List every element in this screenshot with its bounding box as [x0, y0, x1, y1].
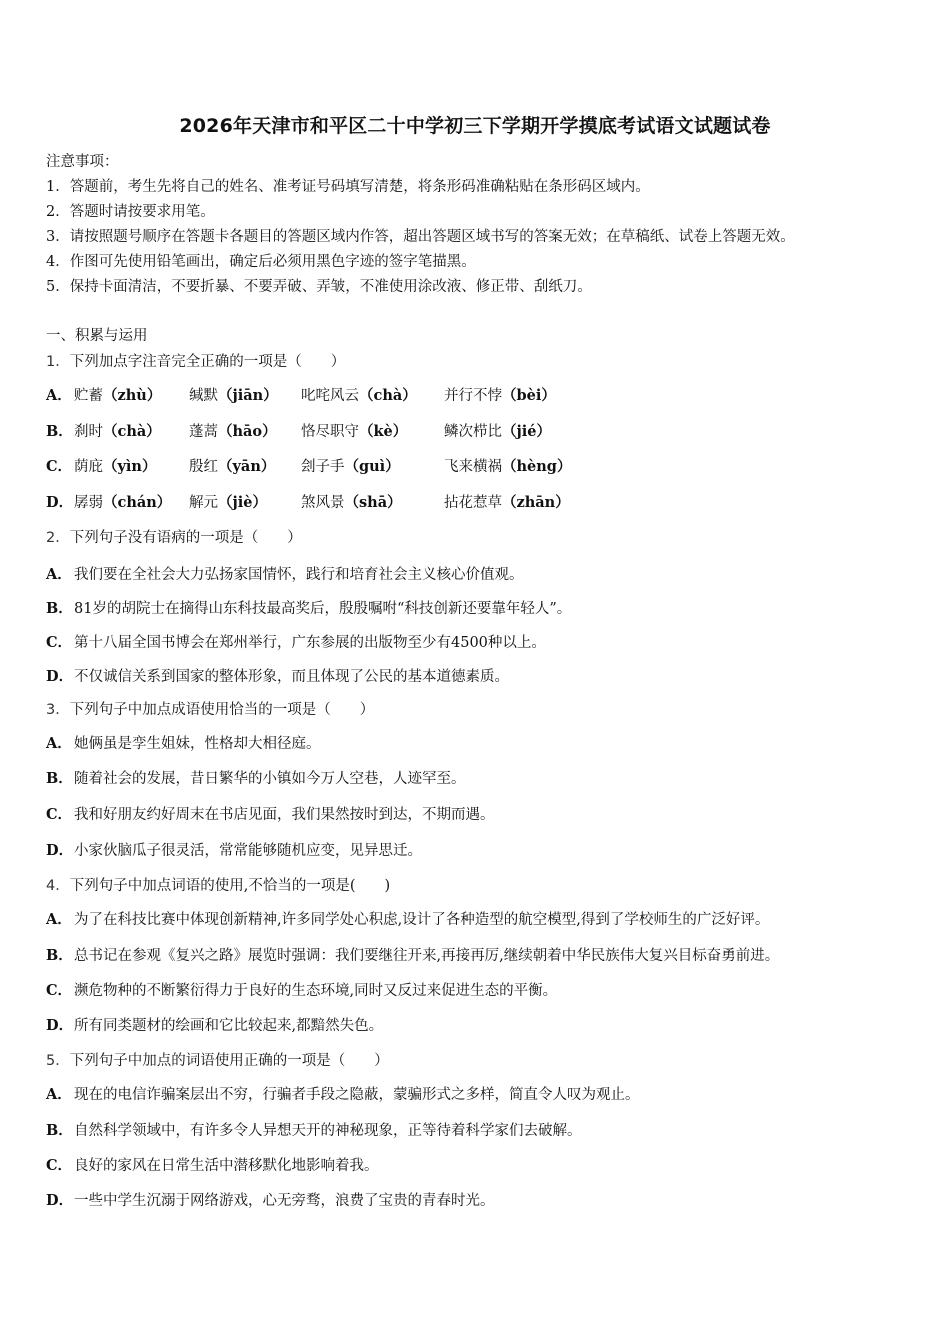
- option-cell: [444, 420, 551, 441]
- option-text: 小家伙脑瓜子很灵活，常常能够随机应变，见异思迁。: [74, 843, 422, 859]
- option-cell: [444, 491, 570, 512]
- option-cell: [301, 491, 444, 512]
- option-text: 随着社会的发展，昔日繁华的小镇如今万人空巷，人迹罕至。: [74, 771, 466, 787]
- option-cell: [444, 455, 571, 476]
- question-2-option-a: [46, 563, 524, 584]
- option-word: 缄默: [189, 388, 218, 404]
- option-label: D．: [46, 842, 74, 859]
- question-text: 下列句子中加点词语的使用,不恰当的一项是( ): [69, 878, 391, 894]
- option-label: A．: [46, 566, 72, 583]
- question-5-option-b: [46, 1119, 582, 1140]
- option-text: 为了在科技比赛中体现创新精神,许多同学处心积虑,设计了各种造型的航空模型,得到了学校师生的广泛好评。: [74, 912, 770, 928]
- question-2-option-d: [46, 665, 509, 686]
- option-label: B．: [46, 770, 73, 787]
- option-pinyin: （jiè）: [218, 494, 267, 511]
- question-2-option-c: [46, 631, 546, 652]
- option-word: 荫庇: [74, 459, 103, 475]
- option-text: 我和好朋友约好周末在书店见面，我们果然按时到达，不期而遇。: [74, 807, 495, 823]
- notice-item: 5．保持卡面清洁，不要折暴、不要弄破、弄皱，不准使用涂改液、修正带、刮纸刀。: [46, 279, 592, 295]
- option-pinyin: （hèng）: [502, 458, 572, 475]
- option-word: 贮蓄: [74, 388, 103, 404]
- option-pinyin: （jié）: [502, 423, 551, 440]
- question-text: 下列句子没有语病的一项是（ ）: [69, 530, 302, 546]
- option-word: 殷红: [189, 459, 218, 475]
- question-4-option-b: [46, 944, 779, 965]
- question-4-option-c: [46, 979, 557, 1000]
- page-title: 2026年天津市和平区二十中学初三下学期开学摸底考试语文试题试卷: [179, 115, 771, 137]
- question-4-stem: [46, 874, 390, 895]
- notice-item: 4．作图可先使用铅笔画出，确定后必须用黑色字迹的签字笔描黑。: [46, 254, 476, 270]
- option-pinyin: （hāo）: [218, 423, 277, 440]
- option-label: B．: [46, 423, 73, 440]
- option-pinyin: （zhān）: [502, 494, 570, 511]
- option-word: 刽子手: [301, 459, 345, 475]
- notice-block: [46, 150, 926, 300]
- option-word: 飞来横祸: [444, 459, 502, 475]
- option-word: 鳞次栉比: [444, 424, 502, 440]
- option-text: 她俩虽是孪生姐妹，性格却大相径庭。: [74, 736, 321, 752]
- question-3-option-c: [46, 803, 495, 824]
- option-text: 所有同类题材的绘画和它比较起来,都黯然失色。: [74, 1018, 384, 1034]
- question-text: 下列句子中加点成语使用恰当的一项是（ ）: [69, 702, 375, 718]
- question-3-option-d: [46, 839, 422, 860]
- option-text: 不仅诚信关系到国家的整体形象，而且体现了公民的基本道德素质。: [74, 669, 509, 685]
- question-number: 3．: [46, 702, 70, 718]
- option-label: A．: [46, 1086, 72, 1103]
- option-cell: [74, 455, 189, 476]
- notice-item: 2．答题时请按要求用笔。: [46, 204, 215, 220]
- option-cell: [189, 384, 301, 405]
- option-text: 第十八届全国书博会在郑州举行，广东参展的出版物至少有4500种以上。: [74, 635, 546, 651]
- question-number: 5．: [46, 1053, 70, 1069]
- option-cell: [189, 491, 301, 512]
- option-cell: [189, 420, 301, 441]
- question-number: 4．: [46, 878, 70, 894]
- question-4-option-a: [46, 908, 769, 929]
- option-word: 解元: [189, 495, 218, 511]
- option-word: 拈花惹草: [444, 495, 502, 511]
- option-cell: [189, 455, 301, 476]
- question-4-option-d: [46, 1014, 383, 1035]
- option-pinyin: （bèi）: [502, 387, 556, 404]
- option-cell: [444, 384, 556, 405]
- option-label: A．: [46, 735, 72, 752]
- option-cell: [74, 384, 189, 405]
- option-label: B．: [46, 947, 73, 964]
- option-pinyin: （yān）: [218, 458, 276, 475]
- option-pinyin: （chà）: [103, 423, 161, 440]
- option-label: A．: [46, 911, 72, 928]
- option-cell: [301, 420, 444, 441]
- option-cell: [301, 384, 444, 405]
- question-number: 2．: [46, 530, 70, 546]
- question-5-stem: [46, 1049, 389, 1070]
- question-number: 1．: [46, 354, 70, 370]
- option-text: 良好的家风在日常生活中潜移默化地影响着我。: [74, 1158, 379, 1174]
- option-label: B．: [46, 1122, 73, 1139]
- option-word: 蓬蒿: [189, 424, 218, 440]
- option-word: 恪尽职守: [301, 424, 359, 440]
- question-text: 下列句子中加点的词语使用正确的一项是（ ）: [69, 1053, 389, 1069]
- option-label: B．: [46, 600, 73, 617]
- option-text: 81岁的胡院士在摘得山东科技最高奖后，殷殷嘱咐“科技创新还要靠年轻人”。: [74, 601, 572, 617]
- option-text: 一些中学生沉溺于网络游戏，心无旁骛，浪费了宝贵的青春时光。: [74, 1193, 495, 1209]
- option-cell: [301, 455, 444, 476]
- question-1-option-b: [46, 420, 551, 441]
- option-pinyin: （zhù）: [103, 387, 162, 404]
- option-label: C．: [46, 1157, 73, 1174]
- option-word: 叱咤风云: [301, 388, 359, 404]
- option-word: 刹时: [74, 424, 103, 440]
- option-pinyin: （guì）: [344, 458, 400, 475]
- question-1-option-d: [46, 491, 570, 512]
- section-heading: 一、积累与运用: [46, 328, 148, 344]
- question-text: 下列加点字注音完全正确的一项是（ ）: [69, 354, 346, 370]
- question-1-option-c: [46, 455, 571, 476]
- option-text: 濒危物种的不断繁衍得力于良好的生态环境,同时又反过来促进生态的平衡。: [74, 983, 558, 999]
- notice-item: 3．请按照题号顺序在答题卡各题目的答题区域内作答，超出答题区域书写的答案无效；在草稿纸、试卷上答题无效。: [46, 229, 795, 245]
- option-text: 自然科学领域中，有许多令人异想天开的神秘现象，正等待着科学家们去破解。: [74, 1123, 582, 1139]
- option-pinyin: （shā）: [344, 494, 402, 511]
- notice-item: 1．答题前，考生先将自己的姓名、准考证号码填写清楚，将条形码准确粘贴在条形码区域内。: [46, 179, 650, 195]
- option-label: D．: [46, 494, 74, 511]
- question-3-option-b: [46, 767, 466, 788]
- option-label: C．: [46, 634, 73, 651]
- notice-heading: 注意事项：: [46, 154, 119, 170]
- option-label: D．: [46, 1192, 74, 1209]
- option-cell: [74, 491, 189, 512]
- option-text: 我们要在全社会大力弘扬家国情怀，践行和培育社会主义核心价值观。: [74, 567, 524, 583]
- option-label: A．: [46, 387, 72, 404]
- question-3-option-a: [46, 732, 321, 753]
- question-3-stem: [46, 698, 374, 719]
- option-label: C．: [46, 458, 73, 475]
- question-5-option-d: [46, 1189, 495, 1210]
- option-label: C．: [46, 982, 73, 999]
- option-label: D．: [46, 1017, 74, 1034]
- option-word: 并行不悖: [444, 388, 502, 404]
- question-1-stem: [46, 350, 345, 371]
- option-pinyin: （jiān）: [218, 387, 278, 404]
- question-5-option-c: [46, 1154, 379, 1175]
- option-cell: [74, 420, 189, 441]
- option-pinyin: （chán）: [103, 494, 172, 511]
- option-text: 现在的电信诈骗案层出不穷，行骗者手段之隐蔽，蒙骗形式之多样，简直令人叹为观止。: [74, 1087, 640, 1103]
- option-pinyin: （kè）: [359, 423, 408, 440]
- option-label: C．: [46, 806, 73, 823]
- question-5-option-a: [46, 1083, 640, 1104]
- question-1-option-a: [46, 384, 556, 405]
- option-label: D．: [46, 668, 74, 685]
- option-text: 总书记在参观《复兴之路》展览时强调：我们要继往开来,再接再厉,继续朝着中华民族伟大复兴目标奋勇前进。: [74, 948, 780, 964]
- question-2-stem: [46, 526, 302, 547]
- question-2-option-b: [46, 597, 571, 618]
- option-pinyin: （yìn）: [103, 458, 157, 475]
- option-word: 煞风景: [301, 495, 345, 511]
- option-pinyin: （chà）: [359, 387, 417, 404]
- option-word: 孱弱: [74, 495, 103, 511]
